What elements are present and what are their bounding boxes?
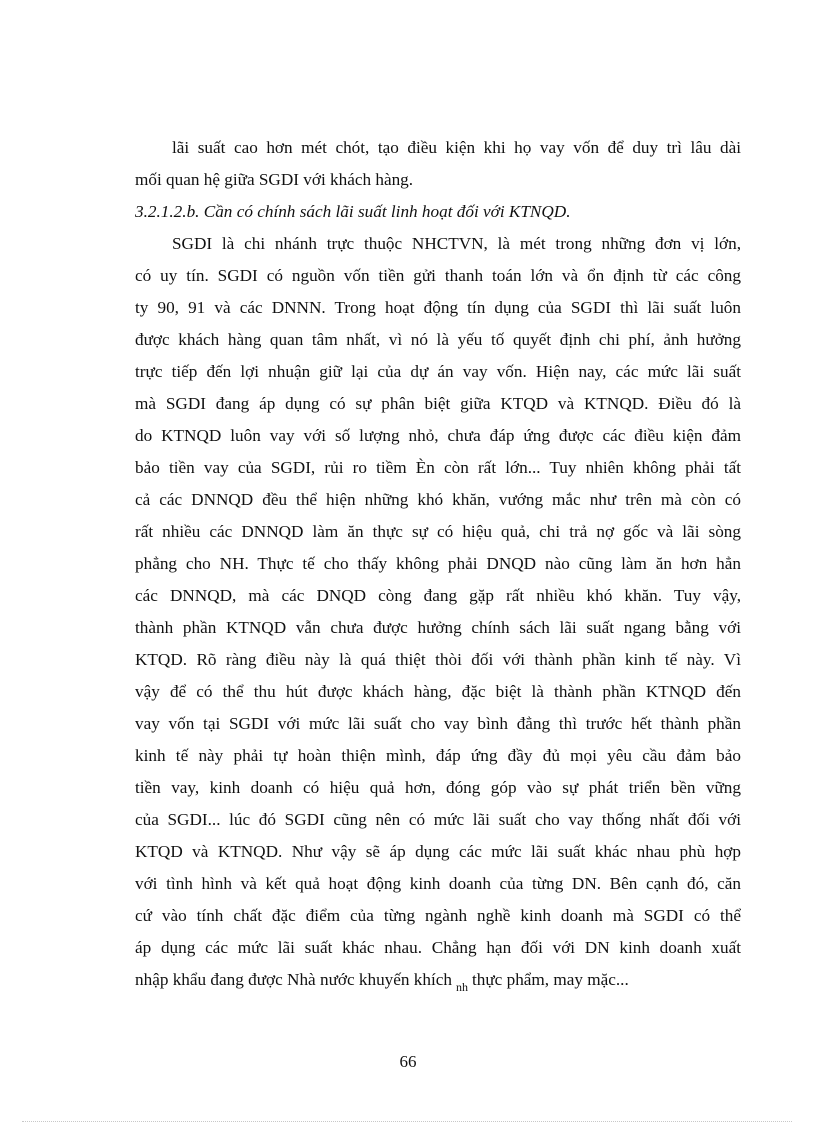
paragraph-line: kinh tế này phải tự hoàn thiện mình, đáp ứng đầy đủ mọi yêu cầu đảm bảo: [135, 746, 741, 765]
paragraph-line: rất nhiều các DNNQD làm ăn thực sự có hiệu quả, chi trả nợ gốc và lãi sòng: [135, 522, 741, 541]
paragraph-line: phẳng cho NH. Thực tế cho thấy không phải DNQD nào cũng làm ăn hơn hẳn: [135, 554, 741, 573]
paragraph-line: thành phần KTNQD vẫn chưa được hưởng chính sách lãi suất ngang bằng với: [135, 618, 741, 637]
paragraph-last-line: [135, 964, 741, 996]
body-text: [135, 132, 741, 996]
paragraph-line: KTQD. Rõ ràng điều này là quá thiệt thòi đối với thành phần kinh tế này. Vì: [135, 650, 741, 669]
paragraph-line: cứ vào tính chất đặc điểm của từng ngành nghề kinh doanh mà SGDI có thể: [135, 906, 741, 925]
paragraph-line: ty 90, 91 và các DNNN. Trong hoạt động tín dụng của SGDI thì lãi suất luôn: [135, 298, 741, 317]
last-line-text: nhập khẩu đang được Nhà nước khuyến khích: [135, 970, 452, 989]
paragraph-line: cả các DNNQD đều thể hiện những khó khăn, vướng mắc như trên mà còn có: [135, 490, 741, 509]
paragraph-line: mối quan hệ giữa SGDI với khách hàng.: [135, 170, 414, 189]
last-line-tail: thực phẩm, may mặc...: [471, 970, 629, 989]
paragraph-line: có uy tín. SGDI có nguồn vốn tiền gửi thanh toán lớn và ổn định từ các công: [135, 266, 741, 285]
paragraph-line: áp dụng các mức lãi suất khác nhau. Chẳng hạn đối với DN kinh doanh xuất: [135, 938, 741, 957]
paragraph-line: vậy để có thể thu hút được khách hàng, đặc biệt là thành phần KTNQD đến: [135, 682, 741, 701]
subscript-fragment: nh: [455, 980, 468, 994]
paragraph-line: với tình hình và kết quả hoạt động kinh doanh của từng DN. Bên cạnh đó, căn: [135, 874, 741, 893]
paragraph-line: bảo tiền vay của SGDI, rủi ro tiềm Èn còn rất lớn... Tuy nhiên không phải tất: [135, 458, 741, 477]
paragraph-line: của SGDI... lúc đó SGDI cũng nên có mức lãi suất cho vay thống nhất đối với: [135, 810, 741, 829]
paragraph-line: trực tiếp đến lợi nhuận giữ lại của dự án vay vốn. Hiện nay, các mức lãi suất: [135, 362, 741, 381]
page-divider: [22, 1121, 792, 1122]
paragraph-line: các DNNQD, mà các DNQD còng đang gặp rất nhiều khó khăn. Tuy vậy,: [135, 586, 741, 605]
paragraph-line: KTQD và KTNQD. Như vậy sẽ áp dụng các mức lãi suất khác nhau phù hợp: [135, 842, 741, 861]
paragraph-line: SGDI là chi nhánh trực thuộc NHCTVN, là mét trong những đơn vị lớn,: [172, 234, 741, 253]
paragraph-line: mà SGDI đang áp dụng có sự phân biệt giữa KTQD và KTNQD. Điều đó là: [135, 394, 741, 413]
paragraph-line: do KTNQD luôn vay với số lượng nhỏ, chưa đáp ứng được các điều kiện đảm: [135, 426, 741, 445]
paragraph-line: được khách hàng quan tâm nhất, vì nó là yếu tố quyết định chi phí, ảnh hưởng: [135, 330, 741, 349]
section-heading: 3.2.1.2.b. Cần có chính sách lãi suất linh hoạt đối với KTNQD.: [135, 202, 571, 221]
page-number: 66: [399, 1052, 417, 1071]
paragraph-line: lãi suất cao hơn mét chót, tạo điều kiện khi họ vay vốn để duy trì lâu dài: [172, 138, 741, 157]
paragraph-line: vay vốn tại SGDI với mức lãi suất cho vay bình đẳng thì trước hết thành phần: [135, 714, 741, 733]
paragraph-line: tiền vay, kinh doanh có hiệu quả hơn, đóng góp vào sự phát triển bền vững: [135, 778, 741, 797]
